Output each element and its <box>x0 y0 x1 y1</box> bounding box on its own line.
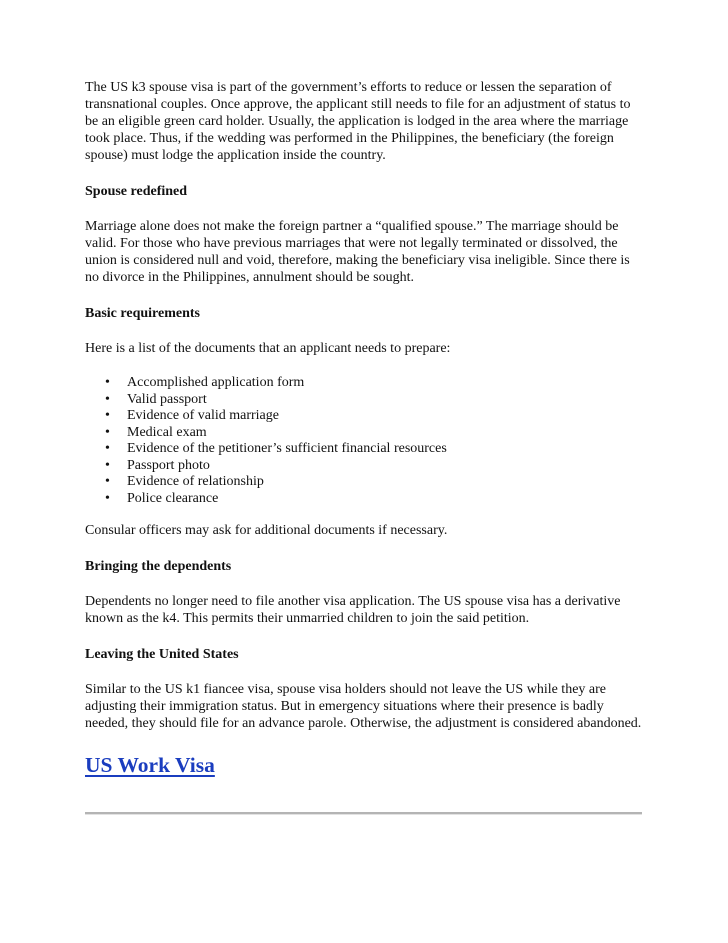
horizontal-divider <box>85 812 642 815</box>
list-item: • Evidence of relationship <box>105 474 264 489</box>
heading-leaving-us: Leaving the United States <box>85 647 239 662</box>
bullet-icon: • <box>105 375 110 390</box>
heading-spouse-redefined: Spouse redefined <box>85 184 188 199</box>
spouse-paragraph: Marriage alone does not make the foreign partner a “qualified spouse.” The marriage should be valid. For those who have previous marriages that were not legally terminated or dissolved, the union is considered null and void, therefore, making the beneficiary visa ineligible. Since there is no divorce in the Philippines, annulment should be sought. <box>85 219 630 285</box>
list-item: • Medical exam <box>105 424 207 440</box>
heading-bringing-dependents: Bringing the dependents <box>85 559 232 574</box>
dependents-paragraph: Dependents no longer need to file another visa application. The US spouse visa has a derivative known as the k4. This permits their unmarried children to join the said petition. <box>85 594 621 626</box>
us-work-visa-link[interactable]: US Work Visa <box>85 753 215 777</box>
list-item: • Accomplished application form <box>105 375 305 390</box>
list-item: • Evidence of the petitioner’s sufficient financial resources <box>105 441 447 456</box>
bullet-icon: • <box>105 424 110 440</box>
list-item: • Evidence of valid marriage <box>105 408 279 423</box>
bullet-icon: • <box>105 441 110 456</box>
intro-paragraph: The US k3 spouse visa is part of the government’s efforts to reduce or lessen the separation of transnational couples. Once approve, the applicant still needs to file for an adjustment of status to be an eligible green card holder. Usually, the application is lodged in the area where the marriage took place. Thus, if the wedding was performed in the Philippines, the beneficiary (the foreign spouse) must lodge the application inside the country. <box>85 80 631 163</box>
requirements-note: Consular officers may ask for additional documents if necessary. <box>85 523 448 538</box>
leaving-paragraph: Similar to the US k1 fiancee visa, spouse visa holders should not leave the US while they are adjusting their immigration status. But in emergency situations where their presence is badly needed, they should file for an advance parole. Otherwise, the adjustment is considered abandoned. <box>85 682 642 731</box>
bullet-icon: • <box>105 474 110 489</box>
list-item: • Valid passport <box>105 391 207 407</box>
document-body <box>85 79 645 778</box>
bullet-icon: • <box>105 391 110 407</box>
bullet-icon: • <box>105 457 110 473</box>
list-item: • Police clearance <box>105 490 219 506</box>
list-item: • Passport photo <box>105 457 210 473</box>
bullet-icon: • <box>105 408 110 423</box>
bullet-icon: • <box>105 490 110 506</box>
requirements-intro: Here is a list of the documents that an applicant needs to prepare: <box>85 341 451 356</box>
requirements-list <box>85 375 645 507</box>
heading-basic-requirements: Basic requirements <box>85 306 200 321</box>
